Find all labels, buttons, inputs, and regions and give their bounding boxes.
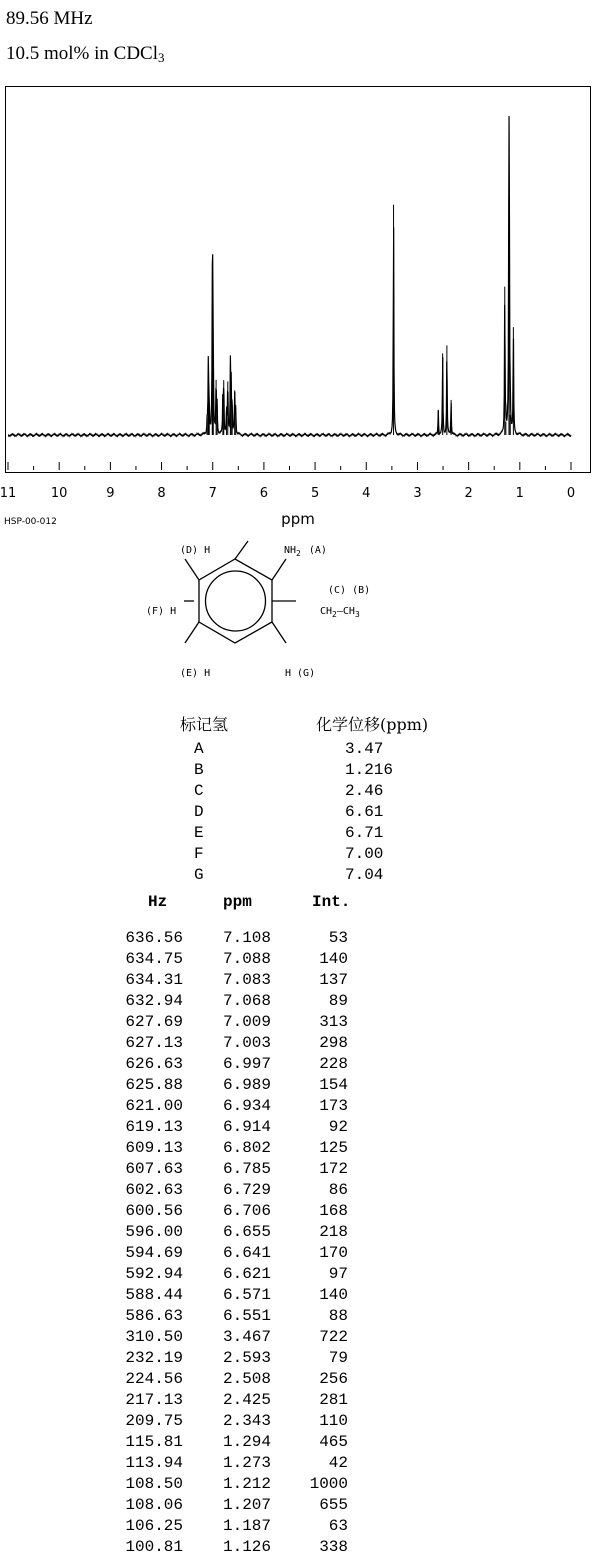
label-ethyl: $CH_2-CH_3$ — [320, 606, 360, 619]
peak-ppm: 6.785 — [222, 1160, 271, 1178]
x-tick-label: 2 — [464, 486, 473, 501]
assign-label: C — [194, 782, 204, 800]
assign-shift: 6.61 — [345, 803, 384, 821]
plot-frame — [6, 87, 591, 473]
assign-shift: 1.216 — [345, 761, 394, 779]
spectrum-trace — [8, 116, 571, 436]
peak-hz: 632.94 — [125, 992, 183, 1010]
peak-hz: 634.75 — [125, 950, 183, 968]
x-tick-label: 11 — [0, 486, 17, 501]
peak-int: 79 — [328, 1349, 348, 1367]
peak-ppm: 7.003 — [222, 1034, 271, 1052]
peak-ppm: 2.593 — [222, 1349, 271, 1367]
assign-label: A — [194, 740, 204, 758]
peak-hz: 209.75 — [125, 1412, 183, 1430]
peak-ppm: 2.343 — [222, 1412, 271, 1430]
peak-ppm: 7.108 — [222, 929, 271, 947]
sample-text: 10.5 mol% in CDCl — [6, 43, 159, 64]
peak-int: 110 — [319, 1412, 348, 1430]
x-tick-label: 3 — [413, 486, 422, 501]
x-tick-label: 5 — [310, 486, 320, 501]
peak-ppm: 1.294 — [222, 1433, 271, 1451]
peak-int: 88 — [328, 1307, 348, 1325]
peak-int: 89 — [328, 992, 348, 1010]
peak-int: 172 — [319, 1160, 348, 1178]
peak-ppm: 3.467 — [222, 1328, 271, 1346]
peak-hz: 224.56 — [125, 1370, 183, 1388]
x-tick-label: 8 — [157, 486, 166, 501]
peak-ppm: 2.425 — [222, 1391, 271, 1409]
peak-hz: 627.13 — [125, 1034, 183, 1052]
x-tick-label: 10 — [50, 486, 68, 501]
label-d: (D) H — [180, 545, 211, 556]
peak-header-ppm: ppm — [223, 893, 252, 911]
peak-int: 140 — [319, 950, 348, 968]
peak-hz: 106.25 — [125, 1517, 183, 1535]
peak-int: 228 — [319, 1055, 348, 1073]
peak-int: 256 — [319, 1370, 348, 1388]
peak-ppm: 6.729 — [222, 1181, 271, 1199]
peak-ppm: 1.187 — [222, 1517, 271, 1535]
spectrum-code: HSP-00-012 — [4, 517, 57, 527]
peak-int: 338 — [319, 1538, 348, 1556]
peak-int: 722 — [319, 1328, 348, 1346]
peak-hz: 636.56 — [125, 929, 183, 947]
peak-int: 86 — [328, 1181, 348, 1199]
peak-int: 125 — [319, 1139, 348, 1157]
x-tick-label: 6 — [259, 486, 269, 501]
peak-hz: 596.00 — [125, 1223, 183, 1241]
assign-label: E — [194, 824, 204, 842]
x-tick-label: 0 — [566, 486, 576, 501]
assign-shift: 7.00 — [345, 845, 384, 863]
peak-ppm: 7.009 — [222, 1013, 271, 1031]
peak-hz: 594.69 — [125, 1244, 183, 1262]
peak-int: 53 — [328, 929, 348, 947]
label-e: (E) H — [180, 668, 211, 679]
peak-int: 92 — [328, 1118, 348, 1136]
assign-header-shift: 化学位移(ppm) — [316, 715, 429, 734]
peak-int: 218 — [319, 1223, 348, 1241]
peak-ppm: 6.802 — [222, 1139, 271, 1157]
peak-hz: 619.13 — [125, 1118, 183, 1136]
spectrometer-frequency: 89.56 MHz — [6, 8, 93, 29]
peak-int: 63 — [328, 1517, 348, 1535]
peak-hz: 108.50 — [125, 1475, 183, 1493]
peak-ppm: 6.914 — [222, 1118, 271, 1136]
peak-hz: 607.63 — [125, 1160, 183, 1178]
nmr-spectrum-chart — [0, 84, 595, 534]
peak-hz: 627.69 — [125, 1013, 183, 1031]
assign-shift: 3.47 — [345, 740, 384, 758]
assign-label: B — [194, 761, 204, 779]
peak-int: 313 — [319, 1013, 348, 1031]
peak-hz: 115.81 — [125, 1433, 183, 1451]
peak-int: 170 — [319, 1244, 348, 1262]
label-g: H (G) — [285, 668, 316, 679]
peak-int: 298 — [319, 1034, 348, 1052]
sample-description — [6, 43, 165, 66]
peak-int: 137 — [319, 971, 348, 989]
peak-int: 140 — [319, 1286, 348, 1304]
peak-hz: 634.31 — [125, 971, 183, 989]
peak-ppm: 6.551 — [222, 1307, 271, 1325]
label-nh2: $NH_2$ (A) — [284, 545, 327, 558]
peak-int: 655 — [319, 1496, 348, 1514]
peak-int: 281 — [319, 1391, 348, 1409]
x-axis-label: ppm — [281, 510, 315, 528]
peak-hz: 217.13 — [125, 1391, 183, 1409]
peak-ppm: 6.571 — [222, 1286, 271, 1304]
peak-hz: 621.00 — [125, 1097, 183, 1115]
peak-ppm: 6.641 — [222, 1244, 271, 1262]
assign-label: F — [194, 845, 204, 863]
peak-int: 168 — [319, 1202, 348, 1220]
peak-hz: 602.63 — [125, 1181, 183, 1199]
sample-subscript: 3 — [158, 50, 165, 65]
peak-ppm: 1.273 — [222, 1454, 271, 1472]
peak-ppm: 6.934 — [222, 1097, 271, 1115]
peak-hz: 586.63 — [125, 1307, 183, 1325]
peak-hz: 609.13 — [125, 1139, 183, 1157]
peak-ppm: 1.212 — [222, 1475, 271, 1493]
assign-shift: 6.71 — [345, 824, 384, 842]
peak-ppm: 6.989 — [222, 1076, 271, 1094]
x-axis — [0, 462, 575, 501]
substituent-bonds — [184, 541, 296, 643]
peak-ppm: 6.621 — [222, 1265, 271, 1283]
assign-header-label: 标记氢 — [180, 715, 229, 734]
peak-hz: 625.88 — [125, 1076, 183, 1094]
peak-header-int: Int. — [312, 893, 351, 911]
peak-ppm: 7.083 — [222, 971, 271, 989]
x-tick-label: 9 — [106, 486, 115, 501]
assign-shift: 7.04 — [345, 866, 384, 884]
peak-hz: 232.19 — [125, 1349, 183, 1367]
label-f: (F) H — [146, 606, 177, 617]
peak-ppm: 1.126 — [222, 1538, 271, 1556]
peak-ppm: 6.655 — [222, 1223, 271, 1241]
peak-int: 97 — [328, 1265, 348, 1283]
peak-int: 1000 — [309, 1475, 348, 1493]
peak-int: 465 — [319, 1433, 348, 1451]
peak-ppm: 7.068 — [222, 992, 271, 1010]
x-tick-label: 1 — [515, 486, 524, 501]
peak-hz: 600.56 — [125, 1202, 183, 1220]
peak-hz: 310.50 — [125, 1328, 183, 1346]
assign-label: G — [194, 866, 204, 884]
label-cb: (C) (B) — [328, 585, 371, 596]
x-tick-label: 4 — [362, 486, 371, 501]
benzene-ring — [199, 559, 272, 643]
assign-shift: 2.46 — [345, 782, 384, 800]
x-tick-label: 7 — [208, 486, 217, 501]
peak-hz: 113.94 — [125, 1454, 183, 1472]
peak-ppm: 1.207 — [222, 1496, 271, 1514]
peak-ppm: 6.997 — [222, 1055, 271, 1073]
peak-ppm: 2.508 — [222, 1370, 271, 1388]
structure-diagram — [130, 536, 430, 686]
peak-int: 173 — [319, 1097, 348, 1115]
peak-ppm: 7.088 — [222, 950, 271, 968]
assign-label: D — [194, 803, 204, 821]
peak-hz: 100.81 — [125, 1538, 183, 1556]
peak-hz: 592.94 — [125, 1265, 183, 1283]
peak-hz: 108.06 — [125, 1496, 183, 1514]
peak-hz: 626.63 — [125, 1055, 183, 1073]
peak-ppm: 6.706 — [222, 1202, 271, 1220]
peak-hz: 588.44 — [125, 1286, 183, 1304]
peak-int: 42 — [328, 1454, 348, 1472]
peak-header-hz: Hz — [148, 893, 168, 911]
peak-int: 154 — [319, 1076, 348, 1094]
